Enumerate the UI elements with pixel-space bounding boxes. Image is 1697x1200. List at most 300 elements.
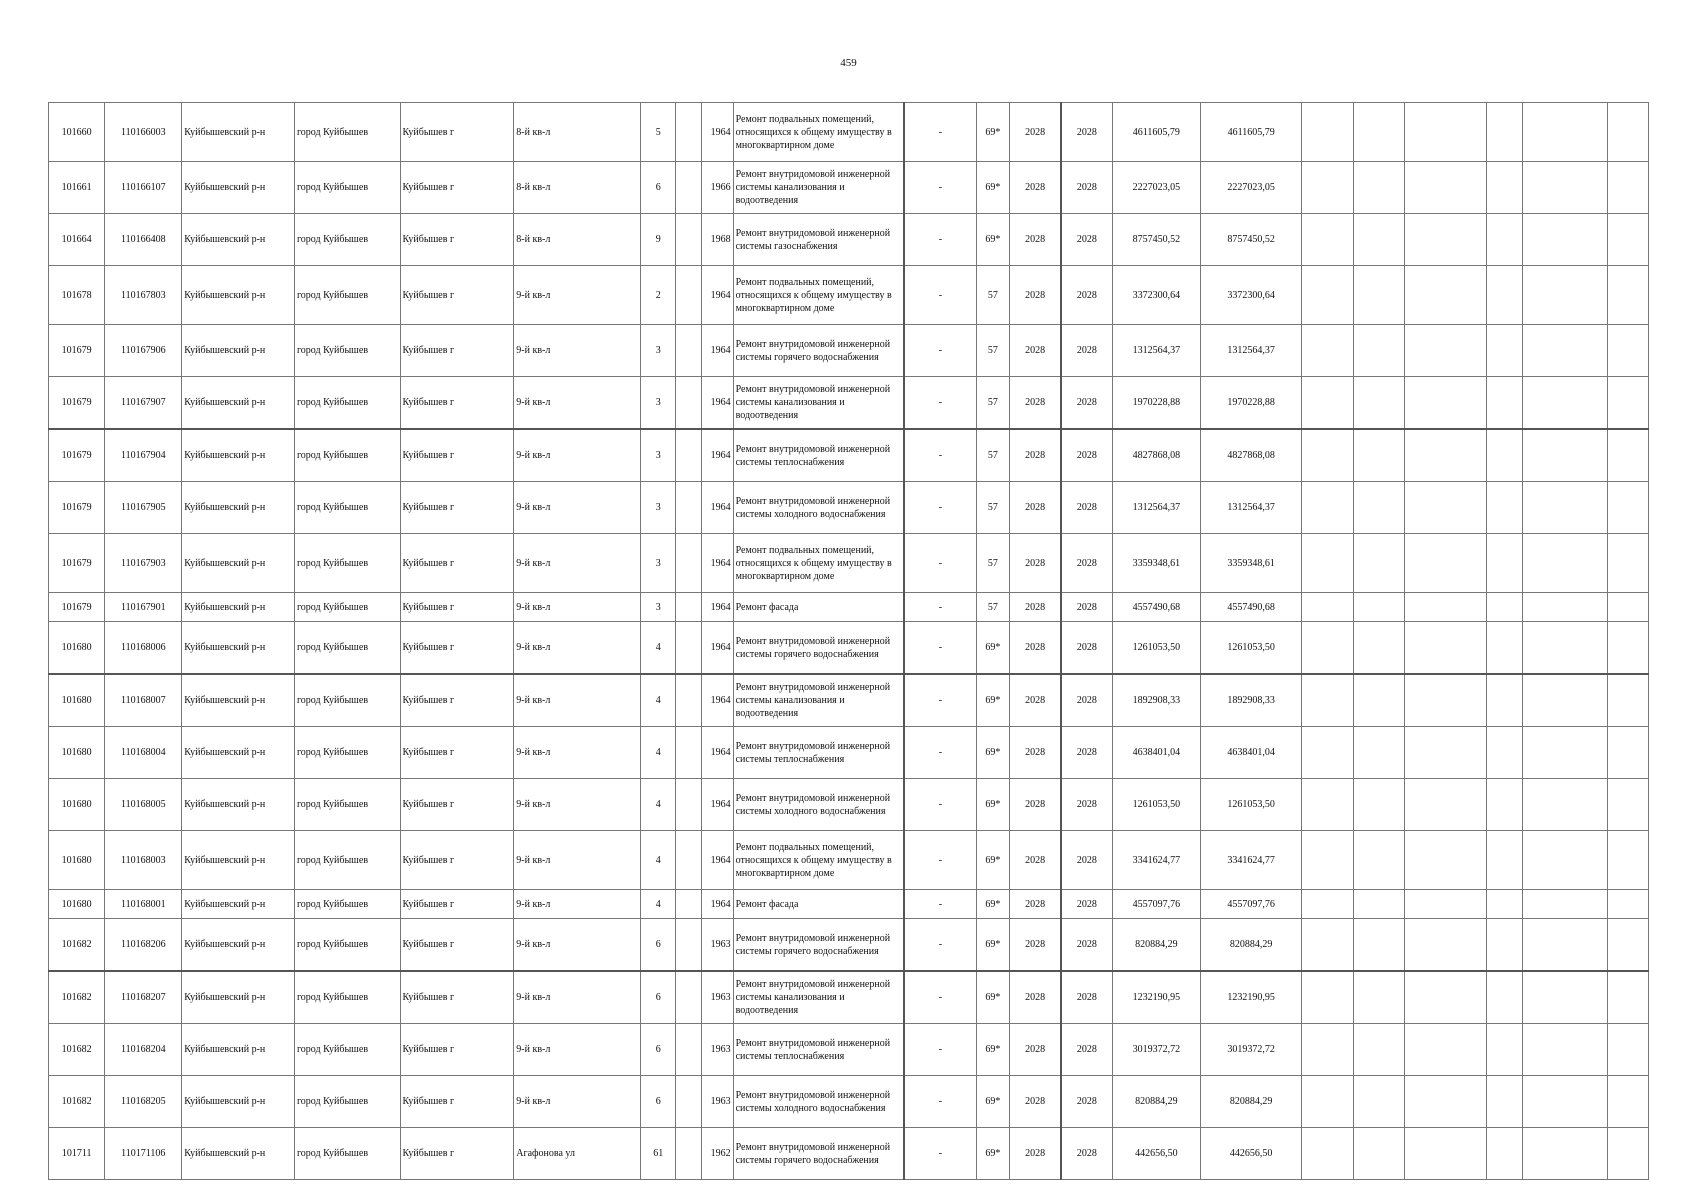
cell-street: 9-й кв-л (514, 266, 641, 325)
cell-year-end: 2028 (1061, 482, 1112, 534)
cell-municipality: город Куйбышев (294, 266, 400, 325)
cell-total: 1312564,37 (1200, 325, 1301, 377)
cell-empty (1353, 534, 1404, 593)
cell-total: 1312564,37 (1200, 482, 1301, 534)
cell-wear: 69* (976, 622, 1010, 675)
cell-dash: - (904, 831, 976, 890)
cell-empty (1486, 162, 1522, 214)
cell-district: Куйбышевский р-н (182, 593, 295, 622)
cell-code: 110168003 (105, 831, 182, 890)
cell-empty (676, 103, 702, 162)
cell-district: Куйбышевский р-н (182, 674, 295, 727)
cell-municipality: город Куйбышев (294, 325, 400, 377)
cell-wear: 69* (976, 1024, 1010, 1076)
cell-district: Куйбышевский р-н (182, 266, 295, 325)
cell-dash: - (904, 325, 976, 377)
cell-code: 110167905 (105, 482, 182, 534)
cell-empty (1607, 266, 1648, 325)
cell-year-start: 2028 (1010, 727, 1061, 779)
cell-year-start: 2028 (1010, 593, 1061, 622)
cell-municipality: город Куйбышев (294, 429, 400, 482)
cell-empty (1353, 779, 1404, 831)
cell-empty (1522, 103, 1607, 162)
cell-empty (1607, 534, 1648, 593)
cell-cost: 1261053,50 (1112, 779, 1200, 831)
cell-total: 4611605,79 (1200, 103, 1301, 162)
cell-municipality: город Куйбышев (294, 1024, 400, 1076)
cell-empty (1522, 779, 1607, 831)
cell-code: 110168007 (105, 674, 182, 727)
cell-empty (1486, 727, 1522, 779)
cell-empty (1353, 622, 1404, 675)
cell-locality: Куйбышев г (400, 831, 514, 890)
cell-district: Куйбышевский р-н (182, 1128, 295, 1180)
cell-empty (1522, 971, 1607, 1024)
table-row (49, 919, 1649, 972)
cell-code: 110167907 (105, 377, 182, 430)
cell-empty (1522, 890, 1607, 919)
cell-empty (1404, 162, 1486, 214)
cell-year: 1963 (701, 1024, 733, 1076)
cell-year-start: 2028 (1010, 214, 1061, 266)
cell-house: 4 (641, 674, 676, 727)
cell-dash: - (904, 162, 976, 214)
cell-year: 1964 (701, 622, 733, 675)
cell-year-end: 2028 (1061, 971, 1112, 1024)
cell-empty (1607, 325, 1648, 377)
cell-empty (1353, 266, 1404, 325)
cell-house: 6 (641, 919, 676, 972)
cell-wear: 57 (976, 482, 1010, 534)
cell-empty (1302, 266, 1353, 325)
cell-dash: - (904, 1128, 976, 1180)
cell-municipality: город Куйбышев (294, 727, 400, 779)
cell-locality: Куйбышев г (400, 593, 514, 622)
cell-district: Куйбышевский р-н (182, 377, 295, 430)
cell-empty (1607, 103, 1648, 162)
cell-locality: Куйбышев г (400, 1024, 514, 1076)
cell-code: 110168006 (105, 622, 182, 675)
cell-empty (1302, 377, 1353, 430)
cell-year-end: 2028 (1061, 1128, 1112, 1180)
cell-empty (1302, 727, 1353, 779)
cell-empty (1486, 593, 1522, 622)
cell-wear: 69* (976, 919, 1010, 972)
cell-code: 110166408 (105, 214, 182, 266)
cell-year: 1968 (701, 214, 733, 266)
cell-district: Куйбышевский р-н (182, 831, 295, 890)
cell-year-start: 2028 (1010, 1076, 1061, 1128)
cell-house: 3 (641, 593, 676, 622)
cell-empty (1404, 919, 1486, 972)
table-row (49, 325, 1649, 377)
cell-locality: Куйбышев г (400, 266, 514, 325)
cell-district: Куйбышевский р-н (182, 162, 295, 214)
cell-dash: - (904, 919, 976, 972)
page-number: 459 (840, 57, 857, 69)
cell-empty (1302, 325, 1353, 377)
cell-code: 110168001 (105, 890, 182, 919)
cell-work: Ремонт внутридомовой инженерной системы теплоснабжения (733, 1024, 904, 1076)
cell-year-start: 2028 (1010, 266, 1061, 325)
cell-street: 9-й кв-л (514, 727, 641, 779)
cell-empty (1607, 214, 1648, 266)
cell-empty (1404, 266, 1486, 325)
cell-year: 1964 (701, 482, 733, 534)
cell-work: Ремонт внутридомовой инженерной системы холодного водоснабжения (733, 779, 904, 831)
table-row (49, 1076, 1649, 1128)
cell-work: Ремонт внутридомовой инженерной системы горячего водоснабжения (733, 919, 904, 972)
cell-dash: - (904, 429, 976, 482)
cell-locality: Куйбышев г (400, 674, 514, 727)
cell-street: 9-й кв-л (514, 482, 641, 534)
cell-empty (676, 429, 702, 482)
cell-dash: - (904, 779, 976, 831)
cell-year: 1966 (701, 162, 733, 214)
cell-work: Ремонт внутридомовой инженерной системы холодного водоснабжения (733, 1076, 904, 1128)
cell-empty (1522, 534, 1607, 593)
cell-total: 3341624,77 (1200, 831, 1301, 890)
cell-empty (1353, 482, 1404, 534)
cell-dash: - (904, 214, 976, 266)
cell-cost: 4611605,79 (1112, 103, 1200, 162)
cell-empty (1302, 919, 1353, 972)
cell-year: 1964 (701, 325, 733, 377)
table-row (49, 1128, 1649, 1180)
cell-cost: 2227023,05 (1112, 162, 1200, 214)
cell-empty (676, 1128, 702, 1180)
cell-empty (1607, 890, 1648, 919)
cell-id: 101679 (49, 534, 105, 593)
cell-municipality: город Куйбышев (294, 482, 400, 534)
cell-year-end: 2028 (1061, 919, 1112, 972)
cell-total: 4557097,76 (1200, 890, 1301, 919)
cell-locality: Куйбышев г (400, 162, 514, 214)
cell-house: 9 (641, 214, 676, 266)
cell-empty (676, 727, 702, 779)
cell-street: 9-й кв-л (514, 831, 641, 890)
cell-empty (676, 214, 702, 266)
cell-street: 9-й кв-л (514, 1024, 641, 1076)
cell-year-end: 2028 (1061, 593, 1112, 622)
cell-empty (676, 1024, 702, 1076)
cell-year-start: 2028 (1010, 325, 1061, 377)
cell-locality: Куйбышев г (400, 919, 514, 972)
cell-year: 1964 (701, 831, 733, 890)
cell-work: Ремонт фасада (733, 890, 904, 919)
cell-empty (676, 482, 702, 534)
cell-total: 3372300,64 (1200, 266, 1301, 325)
cell-house: 3 (641, 325, 676, 377)
cell-house: 6 (641, 1076, 676, 1128)
cell-locality: Куйбышев г (400, 622, 514, 675)
cell-year: 1964 (701, 377, 733, 430)
cell-empty (1404, 377, 1486, 430)
cell-street: 9-й кв-л (514, 593, 641, 622)
cell-year-start: 2028 (1010, 377, 1061, 430)
cell-empty (1302, 534, 1353, 593)
cell-empty (1302, 429, 1353, 482)
table-row (49, 779, 1649, 831)
cell-empty (1486, 779, 1522, 831)
cell-house: 4 (641, 831, 676, 890)
cell-empty (1353, 429, 1404, 482)
cell-district: Куйбышевский р-н (182, 325, 295, 377)
cell-empty (1522, 266, 1607, 325)
cell-street: 9-й кв-л (514, 1076, 641, 1128)
cell-street: 9-й кв-л (514, 325, 641, 377)
cell-street: 9-й кв-л (514, 429, 641, 482)
cell-code: 110168205 (105, 1076, 182, 1128)
cell-district: Куйбышевский р-н (182, 103, 295, 162)
cell-locality: Куйбышев г (400, 325, 514, 377)
cell-cost: 1312564,37 (1112, 325, 1200, 377)
cell-empty (1486, 482, 1522, 534)
cell-house: 3 (641, 377, 676, 430)
table-row (49, 890, 1649, 919)
cell-empty (1404, 674, 1486, 727)
cell-wear: 69* (976, 1076, 1010, 1128)
cell-house: 4 (641, 622, 676, 675)
cell-empty (1486, 534, 1522, 593)
cell-house: 4 (641, 890, 676, 919)
cell-street: 9-й кв-л (514, 622, 641, 675)
cell-empty (1607, 377, 1648, 430)
cell-id: 101680 (49, 779, 105, 831)
cell-year: 1964 (701, 727, 733, 779)
cell-empty (1404, 325, 1486, 377)
cell-year-start: 2028 (1010, 971, 1061, 1024)
cell-empty (1353, 162, 1404, 214)
cell-id: 101678 (49, 266, 105, 325)
cell-year-start: 2028 (1010, 162, 1061, 214)
cell-year-end: 2028 (1061, 831, 1112, 890)
cell-empty (1353, 890, 1404, 919)
cell-cost: 4827868,08 (1112, 429, 1200, 482)
cell-empty (1607, 779, 1648, 831)
cell-year-end: 2028 (1061, 534, 1112, 593)
cell-district: Куйбышевский р-н (182, 214, 295, 266)
cell-street: 9-й кв-л (514, 534, 641, 593)
cell-municipality: город Куйбышев (294, 103, 400, 162)
cell-dash: - (904, 674, 976, 727)
cell-empty (676, 593, 702, 622)
cell-empty (1486, 622, 1522, 675)
cell-wear: 69* (976, 674, 1010, 727)
cell-year-end: 2028 (1061, 325, 1112, 377)
table-row (49, 727, 1649, 779)
cell-empty (1522, 674, 1607, 727)
cell-work: Ремонт внутридомовой инженерной системы теплоснабжения (733, 727, 904, 779)
cell-empty (1486, 971, 1522, 1024)
table-row (49, 534, 1649, 593)
cell-empty (1404, 622, 1486, 675)
cell-street: 9-й кв-л (514, 674, 641, 727)
cell-house: 6 (641, 162, 676, 214)
cell-year-end: 2028 (1061, 377, 1112, 430)
cell-dash: - (904, 482, 976, 534)
cell-empty (1607, 831, 1648, 890)
cell-total: 1892908,33 (1200, 674, 1301, 727)
cell-empty (676, 779, 702, 831)
cell-year-end: 2028 (1061, 429, 1112, 482)
cell-locality: Куйбышев г (400, 482, 514, 534)
cell-district: Куйбышевский р-н (182, 1076, 295, 1128)
cell-empty (676, 971, 702, 1024)
cell-district: Куйбышевский р-н (182, 919, 295, 972)
cell-code: 110167901 (105, 593, 182, 622)
cell-code: 110168005 (105, 779, 182, 831)
cell-locality: Куйбышев г (400, 971, 514, 1024)
cell-empty (1522, 919, 1607, 972)
cell-empty (1404, 1024, 1486, 1076)
cell-empty (1404, 971, 1486, 1024)
table-row (49, 377, 1649, 430)
cell-year-start: 2028 (1010, 482, 1061, 534)
cell-year: 1963 (701, 919, 733, 972)
cell-id: 101664 (49, 214, 105, 266)
cell-municipality: город Куйбышев (294, 377, 400, 430)
cell-street: 9-й кв-л (514, 971, 641, 1024)
cell-total: 1232190,95 (1200, 971, 1301, 1024)
cell-empty (676, 831, 702, 890)
cell-municipality: город Куйбышев (294, 622, 400, 675)
cell-empty (1302, 214, 1353, 266)
cell-empty (1607, 1128, 1648, 1180)
cell-empty (1302, 622, 1353, 675)
cell-locality: Куйбышев г (400, 534, 514, 593)
cell-code: 110167903 (105, 534, 182, 593)
cell-cost: 3019372,72 (1112, 1024, 1200, 1076)
cell-empty (1522, 1024, 1607, 1076)
cell-id: 101679 (49, 593, 105, 622)
cell-municipality: город Куйбышев (294, 593, 400, 622)
cell-empty (676, 325, 702, 377)
cell-cost: 3341624,77 (1112, 831, 1200, 890)
cell-house: 6 (641, 971, 676, 1024)
cell-id: 101679 (49, 325, 105, 377)
cell-dash: - (904, 593, 976, 622)
cell-street: 8-й кв-л (514, 214, 641, 266)
cell-year: 1964 (701, 266, 733, 325)
cell-work: Ремонт подвальных помещений, относящихся к общему имуществу в многоквартирном доме (733, 103, 904, 162)
cell-year-end: 2028 (1061, 1076, 1112, 1128)
table-row (49, 622, 1649, 675)
cell-locality: Куйбышев г (400, 1076, 514, 1128)
cell-work: Ремонт внутридомовой инженерной системы канализования и водоотведения (733, 674, 904, 727)
cell-year-start: 2028 (1010, 831, 1061, 890)
cell-year-end: 2028 (1061, 779, 1112, 831)
cell-municipality: город Куйбышев (294, 890, 400, 919)
cell-total: 2227023,05 (1200, 162, 1301, 214)
cell-cost: 1312564,37 (1112, 482, 1200, 534)
cell-street: 9-й кв-л (514, 890, 641, 919)
cell-year-end: 2028 (1061, 727, 1112, 779)
cell-street: 8-й кв-л (514, 103, 641, 162)
cell-empty (1353, 1076, 1404, 1128)
cell-dash: - (904, 971, 976, 1024)
cell-code: 110168204 (105, 1024, 182, 1076)
cell-empty (1353, 727, 1404, 779)
cell-municipality: город Куйбышев (294, 779, 400, 831)
cell-wear: 69* (976, 779, 1010, 831)
cell-empty (1302, 674, 1353, 727)
cell-municipality: город Куйбышев (294, 831, 400, 890)
cell-empty (1522, 325, 1607, 377)
cell-id: 101660 (49, 103, 105, 162)
cell-empty (1607, 162, 1648, 214)
cell-id: 101680 (49, 622, 105, 675)
cell-total: 1261053,50 (1200, 622, 1301, 675)
cell-year-start: 2028 (1010, 919, 1061, 972)
cell-empty (1486, 214, 1522, 266)
cell-empty (1404, 214, 1486, 266)
cell-year-end: 2028 (1061, 103, 1112, 162)
table-row (49, 266, 1649, 325)
cell-year-end: 2028 (1061, 890, 1112, 919)
cell-code: 110167904 (105, 429, 182, 482)
cell-district: Куйбышевский р-н (182, 429, 295, 482)
cell-year-start: 2028 (1010, 779, 1061, 831)
cell-year-end: 2028 (1061, 674, 1112, 727)
cell-empty (1486, 831, 1522, 890)
cell-work: Ремонт внутридомовой инженерной системы горячего водоснабжения (733, 1128, 904, 1180)
cell-cost: 820884,29 (1112, 1076, 1200, 1128)
cell-empty (1522, 429, 1607, 482)
cell-empty (1522, 162, 1607, 214)
table-row (49, 1024, 1649, 1076)
cell-empty (1302, 593, 1353, 622)
cell-district: Куйбышевский р-н (182, 727, 295, 779)
cell-dash: - (904, 103, 976, 162)
cell-year-start: 2028 (1010, 674, 1061, 727)
cell-cost: 1892908,33 (1112, 674, 1200, 727)
cell-empty (676, 622, 702, 675)
cell-wear: 69* (976, 831, 1010, 890)
cell-empty (1607, 622, 1648, 675)
cell-street: 8-й кв-л (514, 162, 641, 214)
cell-id: 101679 (49, 429, 105, 482)
cell-dash: - (904, 622, 976, 675)
cell-total: 4827868,08 (1200, 429, 1301, 482)
cell-empty (1607, 727, 1648, 779)
cell-empty (1302, 1076, 1353, 1128)
cell-street: Агафонова ул (514, 1128, 641, 1180)
cell-work: Ремонт подвальных помещений, относящихся к общему имуществу в многоквартирном доме (733, 831, 904, 890)
cell-year-start: 2028 (1010, 1128, 1061, 1180)
cell-wear: 57 (976, 266, 1010, 325)
cell-wear: 69* (976, 1128, 1010, 1180)
cell-empty (1302, 890, 1353, 919)
cell-district: Куйбышевский р-н (182, 890, 295, 919)
cell-id: 101682 (49, 1024, 105, 1076)
cell-empty (1353, 103, 1404, 162)
cell-empty (1404, 890, 1486, 919)
cell-empty (1404, 1128, 1486, 1180)
cell-empty (1486, 919, 1522, 972)
cell-year: 1964 (701, 103, 733, 162)
cell-year-end: 2028 (1061, 622, 1112, 675)
cell-code: 110168004 (105, 727, 182, 779)
cell-empty (1522, 727, 1607, 779)
cell-year-end: 2028 (1061, 266, 1112, 325)
cell-empty (1353, 1024, 1404, 1076)
table-row (49, 103, 1649, 162)
cell-locality: Куйбышев г (400, 890, 514, 919)
cell-dash: - (904, 266, 976, 325)
cell-total: 1261053,50 (1200, 779, 1301, 831)
cell-cost: 1232190,95 (1112, 971, 1200, 1024)
